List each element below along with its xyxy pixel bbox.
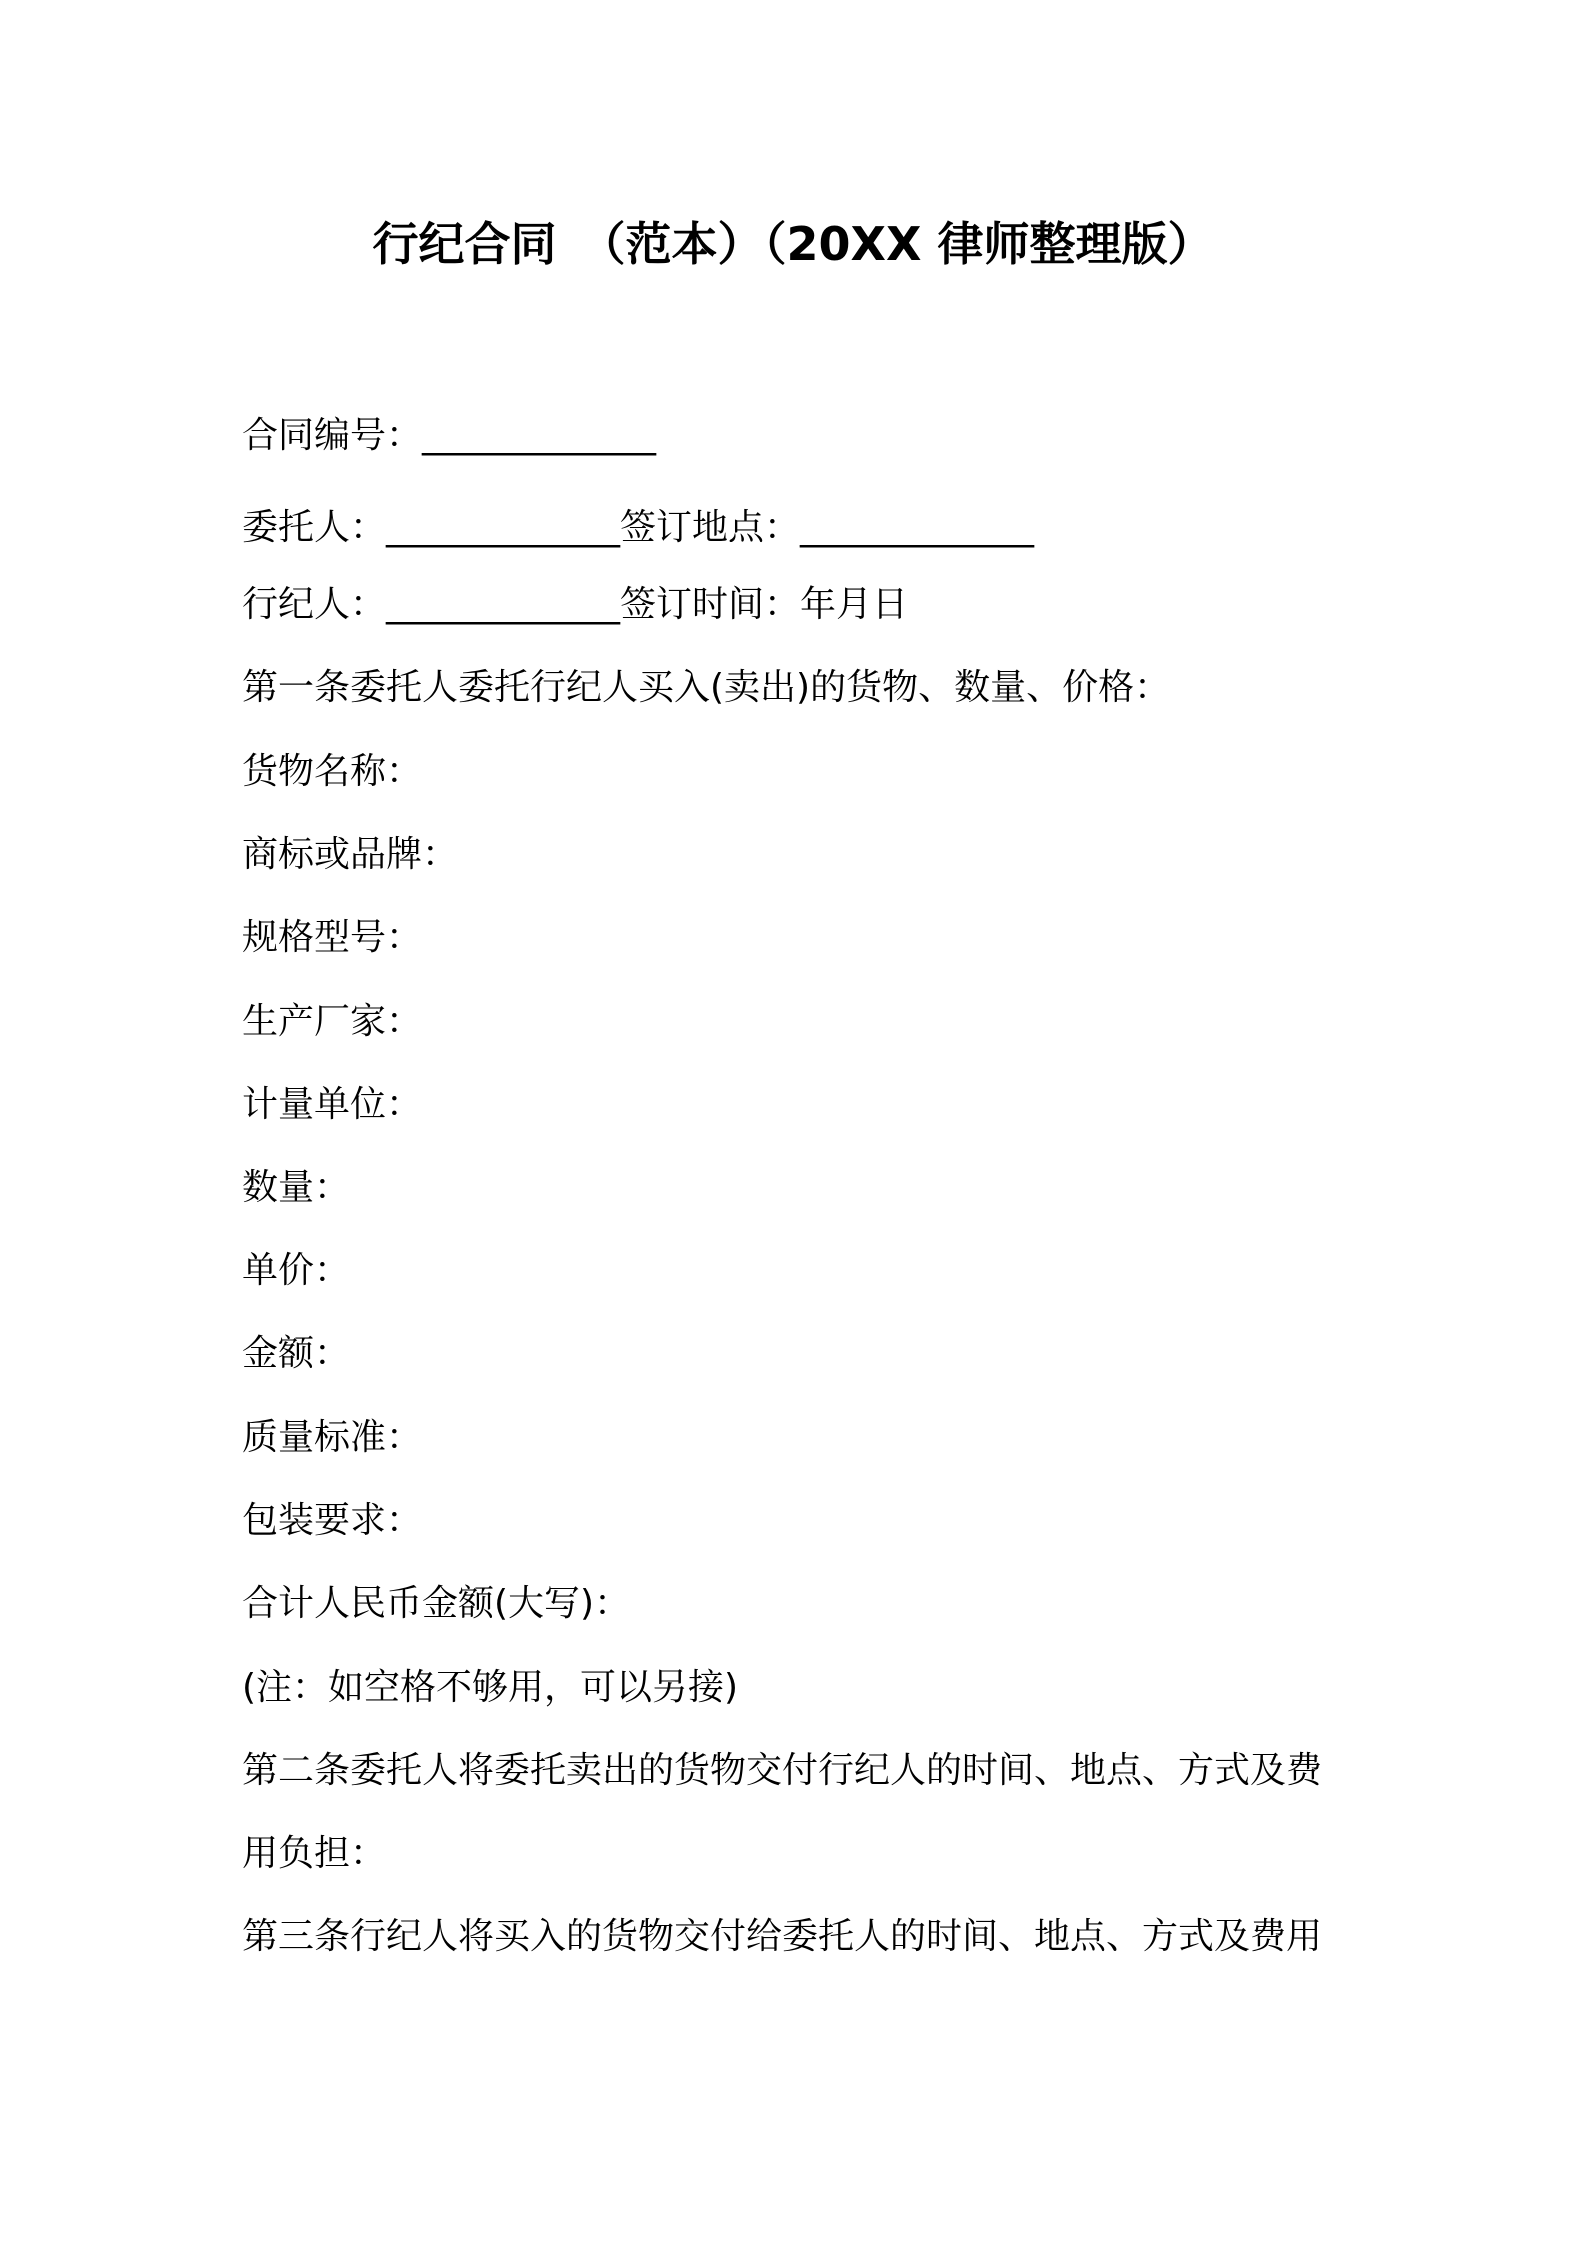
signing-time-value: 年月日	[800, 584, 909, 625]
paragraph-unit-price: 单价：	[242, 1250, 351, 1291]
commission-agent-label: 行纪人：	[242, 584, 387, 625]
contract-number-blank: _____________	[422, 415, 657, 456]
paragraph-quality: 质量标准：	[242, 1417, 423, 1458]
document-title: 行纪合同 （范本）（20XX 律师整理版）	[372, 217, 1214, 271]
paragraph-unit: 计量单位：	[242, 1084, 423, 1125]
paragraph-amount: 金额：	[242, 1333, 351, 1374]
principal-line	[242, 503, 1362, 553]
paragraph-packaging: 包装要求：	[242, 1500, 423, 1541]
contract-number-line	[242, 411, 1362, 461]
paragraph-note: (注：如空格不够用，可以另接)	[242, 1667, 739, 1708]
contract-number-label: 合同编号：	[242, 415, 423, 456]
signing-time-label: 签订时间：	[620, 584, 801, 625]
paragraph-total-rmb: 合计人民币金额(大写)：	[242, 1583, 631, 1624]
paragraph-quantity: 数量：	[242, 1167, 351, 1208]
paragraph-manufacturer: 生产厂家：	[242, 1001, 423, 1042]
paragraph-article-3: 第三条行纪人将买入的货物交付给委托人的时间、地点、方式及费用	[242, 1916, 1323, 1957]
paragraph-article-1: 第一条委托人委托行纪人买入(卖出)的货物、数量、价格：	[242, 667, 1171, 708]
principal-label: 委托人：	[242, 507, 387, 548]
signing-place-label: 签订地点：	[620, 507, 801, 548]
commission-agent-blank: _____________	[386, 584, 621, 625]
paragraph-goods-name: 货物名称：	[242, 751, 423, 792]
principal-blank: _____________	[386, 507, 621, 548]
commission-agent-line	[242, 580, 1362, 630]
paragraph-spec-model: 规格型号：	[242, 917, 423, 958]
paragraph-trademark: 商标或品牌：	[242, 834, 459, 875]
signing-place-blank: _____________	[800, 507, 1035, 548]
paragraph-article-2: 第二条委托人将委托卖出的货物交付行纪人的时间、地点、方式及费	[242, 1750, 1323, 1791]
paragraph-article-2-cont: 用负担：	[242, 1833, 387, 1874]
